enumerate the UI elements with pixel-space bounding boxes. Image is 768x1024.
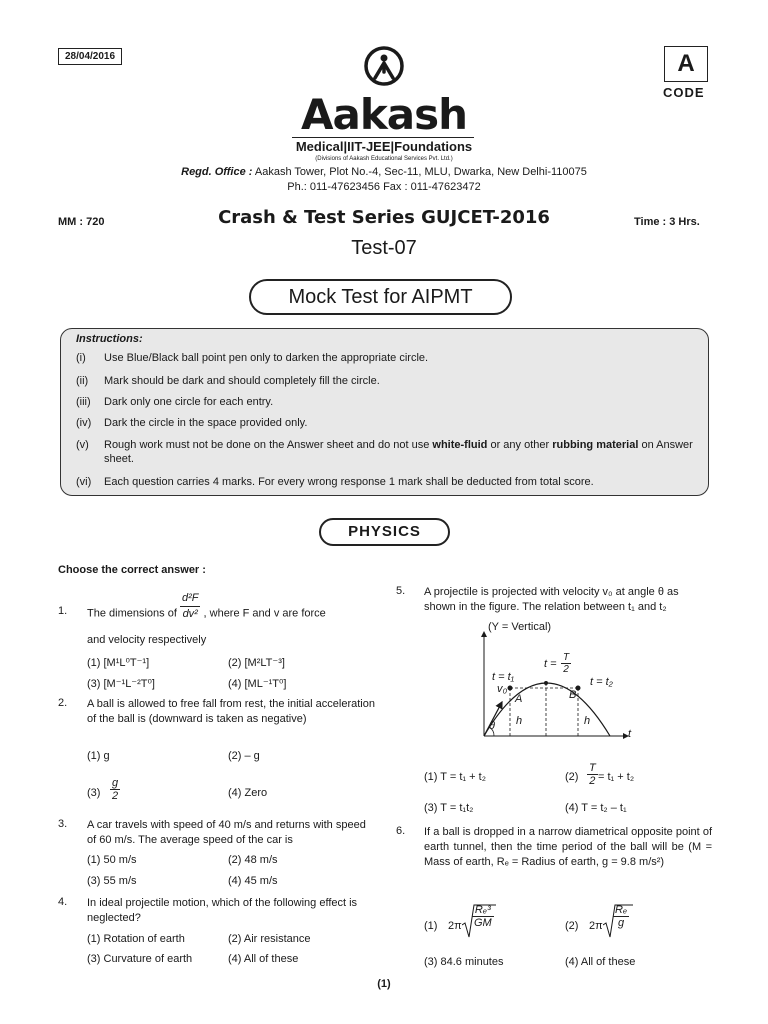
question-number: 3.	[58, 818, 68, 830]
fig-h-right: h	[584, 715, 591, 727]
series-title: Crash & Test Series GUJCET-2016	[218, 207, 550, 228]
time-limit: Time : 3 Hrs.	[634, 216, 700, 228]
option: (2) [M²LT⁻³]	[228, 657, 285, 669]
fig-v0-label: v₀	[497, 683, 508, 695]
question-text	[87, 592, 377, 622]
option: (1) T = t₁ + t₂	[424, 771, 486, 783]
fig-h-left: h	[516, 715, 523, 727]
office-address	[0, 166, 768, 178]
option-text: = t₁ + t₂	[598, 771, 635, 783]
instruction-bold: white-fluid	[432, 439, 488, 451]
test-number: Test-07	[351, 237, 417, 259]
option: (3) [M⁻¹L⁻²T⁰]	[87, 678, 155, 690]
question-number: 1.	[58, 605, 68, 617]
date-box: 28/04/2016	[58, 48, 122, 65]
option: (3) Curvature of earth	[87, 953, 193, 965]
option: (4) Zero	[228, 787, 268, 799]
section-title: PHYSICS	[319, 518, 450, 546]
instruction-text-part: or any other	[487, 439, 553, 451]
instruction-num: (v)	[76, 439, 89, 451]
fig-t-axis-label: t	[628, 728, 632, 740]
frac-numerator: T	[589, 762, 596, 774]
frac-denominator: GM	[474, 917, 492, 929]
choose-heading: Choose the correct answer :	[58, 564, 206, 576]
option: (4) 45 m/s	[228, 875, 278, 887]
instructions-title: Instructions:	[76, 333, 143, 345]
question-text: A projectile is projected with velocity v₀ at angle θ as shown in the figure. The relation between t₁ and t₂	[424, 586, 679, 613]
frac	[561, 652, 571, 675]
instruction-text-part: Rough work must not be done on the Answer sheet and do not use	[104, 439, 433, 451]
option-label: (3)	[87, 787, 101, 799]
option: (1) Rotation of earth	[87, 933, 185, 945]
option-label: (2)	[565, 920, 579, 932]
option: (4) All of these	[228, 953, 299, 965]
fig-theta-label: θ	[489, 720, 495, 732]
instruction-text: Each question carries 4 marks. For every wrong response 1 mark shall be deducted from total score.	[104, 476, 594, 488]
fig-t-half	[561, 652, 571, 675]
option-fraction	[587, 762, 598, 787]
option-label: (2)	[565, 771, 579, 783]
max-marks: MM : 720	[58, 216, 105, 228]
frac	[613, 904, 629, 929]
question-number: 2.	[58, 697, 68, 709]
option-fraction	[472, 904, 494, 929]
code-letter: A	[664, 46, 708, 82]
option: (2) Air resistance	[228, 933, 311, 945]
q1-text-post: , where F and v are force	[203, 607, 326, 620]
point-top	[544, 681, 548, 685]
brand-name: Aakash	[300, 90, 468, 139]
frac-numerator: d²F	[180, 591, 201, 607]
option: (1) 50 m/s	[87, 854, 137, 866]
question-number: 4.	[58, 896, 68, 908]
frac-denominator: g	[618, 917, 625, 929]
option: (3) T = t₁t₂	[424, 802, 474, 814]
fig-a-label: A	[515, 693, 523, 705]
instruction-bold: rubbing material	[552, 439, 639, 451]
q1-text-pre: The dimensions of	[87, 607, 177, 620]
option: (3) 55 m/s	[87, 875, 137, 887]
frac	[472, 904, 494, 929]
frac-numerator: Rₑ	[615, 904, 628, 916]
instruction-num: (iii)	[76, 396, 91, 408]
frac-numerator: Rₑ³	[472, 904, 494, 917]
frac	[587, 762, 598, 787]
instruction-text: Use Blue/Black ball point pen only to darken the appropriate circle.	[104, 352, 429, 364]
question-number: 5.	[396, 585, 406, 597]
instruction-num: (iv)	[76, 417, 92, 429]
frac-denominator: 2	[589, 775, 596, 787]
option: (4) [ML⁻¹T⁰]	[228, 678, 287, 690]
question-text: A ball is allowed to free fall from rest, the initial acceleration of the ball is (downward is taken as negative)	[87, 698, 375, 725]
question-text-line2: and velocity respectively	[87, 634, 207, 646]
tagline: Medical|IIT-JEE|Foundations	[295, 139, 473, 154]
option: (3) 84.6 minutes	[424, 956, 504, 968]
office-label: Regd. Office :	[181, 166, 253, 178]
option: (4) T = t₂ – t₁	[565, 802, 627, 814]
tagline-divider	[292, 137, 474, 138]
frac-denominator: 2	[563, 664, 569, 675]
fig-tmid-label: t =	[544, 658, 557, 670]
option-fraction	[110, 777, 120, 802]
option: (1) [M¹L⁰T⁻¹]	[87, 657, 150, 669]
option-fraction	[613, 904, 629, 929]
code-label: CODE	[663, 85, 705, 100]
option-label: (1)	[424, 920, 438, 932]
fig-y-label: (Y = Vertical)	[488, 621, 552, 633]
frac-denominator: dv²	[182, 608, 198, 620]
instruction-text: Dark the circle in the space provided only.	[104, 417, 308, 429]
option: (4) All of these	[565, 956, 636, 968]
q1-fraction	[180, 591, 201, 622]
instruction-text	[104, 438, 710, 466]
point-a	[508, 686, 513, 691]
fig-b-label: B	[569, 689, 577, 701]
phone-fax: Ph.: 011-47623456 Fax : 011-47623472	[287, 181, 481, 193]
frac	[110, 777, 120, 802]
office-address-text: Aakash Tower, Plot No.-4, Sec-11, MLU, Dwarka, New Delhi-110075	[252, 166, 587, 178]
instruction-text: Dark only one circle for each entry.	[104, 396, 274, 408]
aakash-logo-icon	[363, 44, 405, 88]
fig-t1-label: t = t₁	[492, 671, 515, 683]
option: (1) g	[87, 750, 110, 762]
option: (2) – g	[228, 750, 260, 762]
question-number: 6.	[396, 825, 406, 837]
instruction-num: (i)	[76, 352, 86, 364]
option: (2) 48 m/s	[228, 854, 278, 866]
option-2pi: 2π	[589, 920, 603, 932]
frac-numerator: T	[563, 652, 570, 663]
mock-test-title: Mock Test for AIPMT	[249, 279, 512, 315]
instruction-num: (ii)	[76, 375, 89, 387]
frac-denominator: 2	[112, 790, 119, 802]
page-number: (1)	[377, 978, 391, 990]
instruction-text: Mark should be dark and should completely fill the circle.	[104, 375, 380, 387]
question-text: In ideal projectile motion, which of the following effect is neglected?	[87, 897, 358, 924]
option-2pi: 2π	[448, 920, 462, 932]
question-text: If a ball is dropped in a narrow diametrical opposite point of earth tunnel, then the time period of the ball will be (M = Mass of earth, Rₑ = Radius of earth, g = 9.8 m/s²)	[424, 826, 712, 868]
fig-t2-label: t = t₂	[590, 676, 613, 688]
instruction-text-part: on Answer sheet.	[104, 439, 693, 465]
division-text: (Divisions of Aakash Educational Services Pvt. Ltd.)	[315, 156, 453, 162]
frac-numerator: g	[112, 777, 119, 789]
question-text: A car travels with speed of 40 m/s and returns with speed of 60 m/s. The average speed of the car is	[87, 819, 366, 846]
instruction-num: (vi)	[76, 476, 92, 488]
